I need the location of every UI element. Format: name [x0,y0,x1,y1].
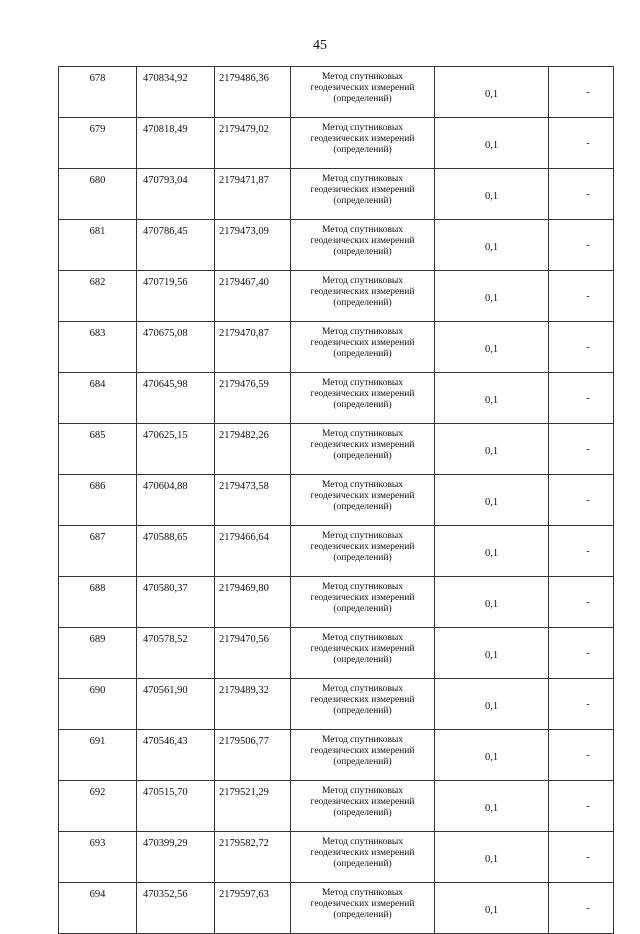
coordinates-table [58,66,614,934]
method-cell: Метод спутниковых геодезических измерений (определений) [291,883,435,934]
accuracy-cell: 0,1 [435,730,549,781]
accuracy-cell: 0,1 [435,118,549,169]
point-number-cell: 687 [59,526,137,577]
method-cell: Метод спутниковых геодезических измерений (определений) [291,730,435,781]
coordinates-table-body [59,67,614,934]
table-row [59,526,614,577]
accuracy-cell: 0,1 [435,883,549,934]
y-coordinate-cell: 2179482,26 [215,424,291,475]
method-cell: Метод спутниковых геодезических измерений (определений) [291,424,435,475]
point-number-cell: 688 [59,577,137,628]
note-cell: - [549,475,614,526]
table-row [59,883,614,934]
y-coordinate-cell: 2179521,29 [215,781,291,832]
x-coordinate-cell: 470818,49 [137,118,215,169]
x-coordinate-cell: 470588,65 [137,526,215,577]
method-cell: Метод спутниковых геодезических измерений (определений) [291,67,435,118]
table-row [59,271,614,322]
x-coordinate-cell: 470515,70 [137,781,215,832]
method-cell: Метод спутниковых геодезических измерений (определений) [291,679,435,730]
point-number-cell: 680 [59,169,137,220]
accuracy-cell: 0,1 [435,271,549,322]
accuracy-cell: 0,1 [435,322,549,373]
y-coordinate-cell: 2179469,80 [215,577,291,628]
point-number-cell: 692 [59,781,137,832]
x-coordinate-cell: 470352,56 [137,883,215,934]
note-cell: - [549,883,614,934]
note-cell: - [549,781,614,832]
point-number-cell: 694 [59,883,137,934]
method-cell: Метод спутниковых геодезических измерений (определений) [291,271,435,322]
y-coordinate-cell: 2179473,58 [215,475,291,526]
y-coordinate-cell: 2179486,36 [215,67,291,118]
note-cell: - [549,373,614,424]
note-cell: - [549,832,614,883]
x-coordinate-cell: 470645,98 [137,373,215,424]
x-coordinate-cell: 470399,29 [137,832,215,883]
accuracy-cell: 0,1 [435,220,549,271]
point-number-cell: 682 [59,271,137,322]
note-cell: - [549,271,614,322]
point-number-cell: 690 [59,679,137,730]
y-coordinate-cell: 2179489,32 [215,679,291,730]
table-row [59,424,614,475]
accuracy-cell: 0,1 [435,169,549,220]
method-cell: Метод спутниковых геодезических измерений (определений) [291,832,435,883]
point-number-cell: 693 [59,832,137,883]
point-number-cell: 681 [59,220,137,271]
table-row [59,373,614,424]
page-number: 45 [313,38,327,53]
accuracy-cell: 0,1 [435,628,549,679]
table-row [59,730,614,781]
x-coordinate-cell: 470675,08 [137,322,215,373]
x-coordinate-cell: 470578,52 [137,628,215,679]
accuracy-cell: 0,1 [435,424,549,475]
table-row [59,475,614,526]
note-cell: - [549,628,614,679]
method-cell: Метод спутниковых геодезических измерений (определений) [291,169,435,220]
table-row [59,628,614,679]
x-coordinate-cell: 470793,04 [137,169,215,220]
method-cell: Метод спутниковых геодезических измерений (определений) [291,781,435,832]
x-coordinate-cell: 470546,43 [137,730,215,781]
note-cell: - [549,679,614,730]
x-coordinate-cell: 470580,37 [137,577,215,628]
table-row [59,67,614,118]
table-row [59,169,614,220]
x-coordinate-cell: 470604,88 [137,475,215,526]
table-row [59,322,614,373]
note-cell: - [549,424,614,475]
table-row [59,781,614,832]
method-cell: Метод спутниковых геодезических измерений (определений) [291,220,435,271]
x-coordinate-cell: 470786,45 [137,220,215,271]
point-number-cell: 678 [59,67,137,118]
table-row [59,679,614,730]
method-cell: Метод спутниковых геодезических измерений (определений) [291,475,435,526]
method-cell: Метод спутниковых геодезических измерений (определений) [291,628,435,679]
y-coordinate-cell: 2179473,09 [215,220,291,271]
y-coordinate-cell: 2179476,59 [215,373,291,424]
note-cell: - [549,577,614,628]
y-coordinate-cell: 2179470,87 [215,322,291,373]
point-number-cell: 686 [59,475,137,526]
note-cell: - [549,322,614,373]
point-number-cell: 684 [59,373,137,424]
x-coordinate-cell: 470834,92 [137,67,215,118]
note-cell: - [549,220,614,271]
y-coordinate-cell: 2179466,64 [215,526,291,577]
method-cell: Метод спутниковых геодезических измерений (определений) [291,118,435,169]
accuracy-cell: 0,1 [435,373,549,424]
table-row [59,577,614,628]
y-coordinate-cell: 2179467,40 [215,271,291,322]
note-cell: - [549,730,614,781]
accuracy-cell: 0,1 [435,67,549,118]
note-cell: - [549,169,614,220]
x-coordinate-cell: 470625,15 [137,424,215,475]
method-cell: Метод спутниковых геодезических измерений (определений) [291,322,435,373]
note-cell: - [549,526,614,577]
x-coordinate-cell: 470719,56 [137,271,215,322]
x-coordinate-cell: 470561,90 [137,679,215,730]
y-coordinate-cell: 2179471,87 [215,169,291,220]
y-coordinate-cell: 2179479,02 [215,118,291,169]
method-cell: Метод спутниковых геодезических измерений (определений) [291,373,435,424]
y-coordinate-cell: 2179582,72 [215,832,291,883]
accuracy-cell: 0,1 [435,526,549,577]
accuracy-cell: 0,1 [435,781,549,832]
y-coordinate-cell: 2179470,56 [215,628,291,679]
accuracy-cell: 0,1 [435,577,549,628]
point-number-cell: 691 [59,730,137,781]
method-cell: Метод спутниковых геодезических измерений (определений) [291,577,435,628]
note-cell: - [549,118,614,169]
point-number-cell: 685 [59,424,137,475]
table-row [59,118,614,169]
accuracy-cell: 0,1 [435,679,549,730]
point-number-cell: 679 [59,118,137,169]
table-row [59,832,614,883]
method-cell: Метод спутниковых геодезических измерений (определений) [291,526,435,577]
y-coordinate-cell: 2179506,77 [215,730,291,781]
y-coordinate-cell: 2179597,63 [215,883,291,934]
accuracy-cell: 0,1 [435,475,549,526]
point-number-cell: 689 [59,628,137,679]
table-row [59,220,614,271]
accuracy-cell: 0,1 [435,832,549,883]
point-number-cell: 683 [59,322,137,373]
note-cell: - [549,67,614,118]
